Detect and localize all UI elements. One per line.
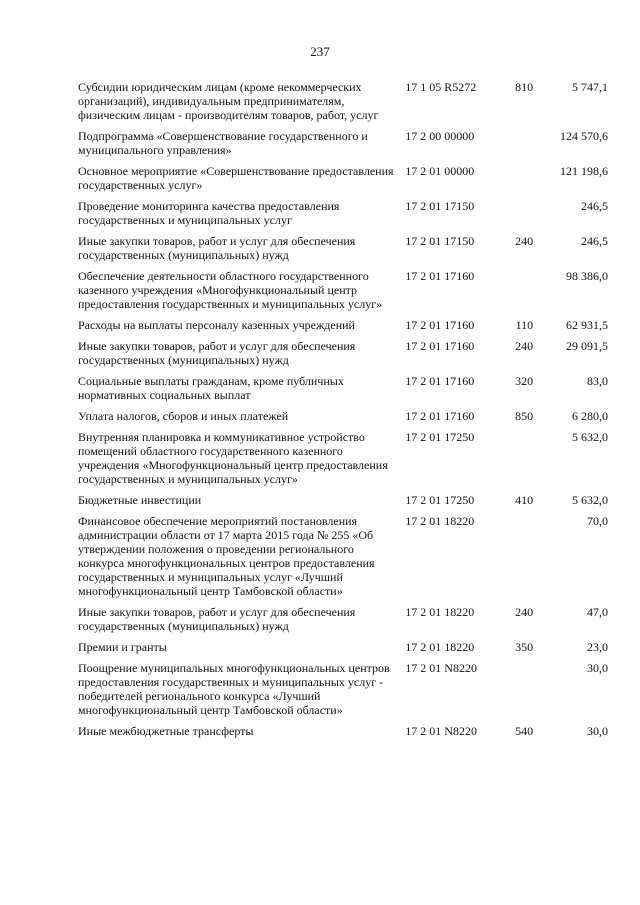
row-amount: 30,0 [587,724,608,738]
table-row [78,80,608,122]
row-amount: 70,0 [587,514,608,528]
row-spacer [78,157,608,164]
row-code: 17 2 01 17160 [405,374,475,388]
row-spacer [78,311,608,318]
row-spacer [78,192,608,199]
row-expense-type: 850 [515,409,534,423]
table-row [78,164,608,192]
row-code: 17 2 01 17160 [405,269,475,283]
row-amount: 29 091,5 [566,339,608,353]
table-row [78,430,608,486]
row-amount: 6 280,0 [572,409,608,423]
row-amount: 124 570,6 [560,129,608,143]
row-spacer [78,598,608,605]
row-amount: 5 747,1 [572,80,608,94]
table-row [78,514,608,598]
row-expense-type: 240 [515,605,534,619]
row-amount: 62 931,5 [566,318,608,332]
row-spacer [78,262,608,269]
row-spacer [78,654,608,661]
row-name: Субсидии юридическим лицам (кроме некоммерческих организаций), индивидуальным предпринимателям, физическим лицам - производителям товаров, работ, услуг [78,80,379,122]
row-code: 17 2 01 18220 [405,640,475,654]
table-row [78,374,608,402]
row-name: Социальные выплаты гражданам, кроме публичных нормативных социальных выплат [78,374,344,402]
row-name: Уплата налогов, сборов и иных платежей [78,409,289,423]
row-name: Бюджетные инвестиции [78,493,202,507]
row-spacer [78,402,608,409]
page-number: 237 [310,44,330,59]
table-row [78,605,608,633]
row-code: 17 2 00 00000 [405,129,475,143]
row-name: Премии и гранты [78,640,167,654]
row-expense-type [494,430,539,486]
row-expense-type [494,199,539,227]
row-name: Проведение мониторинга качества предоставления государственных и муниципальных услуг [78,199,340,227]
table-row [78,339,608,367]
row-code: 17 2 01 17160 [405,339,475,353]
budget-table [78,80,608,738]
row-spacer [78,486,608,493]
row-expense-type [494,129,539,157]
table-row [78,318,608,332]
table-row [78,640,608,654]
row-amount: 5 632,0 [572,493,608,507]
row-expense-type: 110 [515,318,534,332]
row-spacer [78,367,608,374]
row-code: 17 2 01 N8220 [405,661,477,675]
table-row [78,724,608,738]
row-name: Поощрение муниципальных многофункциональных центров предоставления государственных и муниципальных услуг - победителей регионального конкурса «Лучший многофункциональный центр Тамбовской области» [78,661,390,717]
row-amount: 83,0 [587,374,608,388]
table-row [78,234,608,262]
row-expense-type [494,514,539,598]
row-spacer [78,633,608,640]
row-name: Финансовое обеспечение мероприятий постановления администрации области от 17 марта 2015 года № 255 «Об утверждении положения о проведении регионального конкурса многофункциональных центров предоставления государственных и муниципальных услуг «Лучший многофункциональный центр Тамбовской области» [78,514,375,598]
table-row [78,661,608,717]
row-expense-type [494,269,539,311]
row-amount: 5 632,0 [572,430,608,444]
row-name: Иные закупки товаров, работ и услуг для обеспечения государственных (муниципальных) нужд [78,339,356,367]
row-code: 17 2 01 00000 [405,164,475,178]
row-spacer [78,227,608,234]
row-name: Расходы на выплаты персоналу казенных учреждений [78,318,355,332]
row-code: 17 2 01 N8220 [405,724,477,738]
row-spacer [78,122,608,129]
row-code: 17 2 01 17160 [405,409,475,423]
row-code: 17 2 01 17250 [405,493,475,507]
row-expense-type: 540 [515,724,534,738]
row-name: Основное мероприятие «Совершенствование предоставления государственных услуг» [78,164,394,192]
row-amount: 121 198,6 [560,164,608,178]
table-row [78,409,608,423]
row-code: 17 2 01 17150 [405,199,475,213]
row-spacer [78,423,608,430]
row-spacer [78,507,608,514]
row-expense-type [494,661,539,717]
row-spacer [78,717,608,724]
row-expense-type: 240 [515,234,534,248]
row-name: Подпрограмма «Совершенствование государственного и муниципального управления» [78,129,368,157]
table-row [78,269,608,311]
row-expense-type: 320 [515,374,534,388]
row-name: Обеспечение деятельности областного государственного казенного учреждения «Многофункциональный центр предоставления государственных и муниципальных услуг» [78,269,383,311]
row-amount: 246,5 [581,199,608,213]
budget-table-body [78,80,608,738]
row-amount: 98 386,0 [566,269,608,283]
table-row [78,199,608,227]
row-name: Иные закупки товаров, работ и услуг для обеспечения государственных (муниципальных) нужд [78,234,356,262]
row-name: Иные закупки товаров, работ и услуг для обеспечения государственных (муниципальных) нужд [78,605,356,633]
row-code: 17 2 01 17160 [405,318,475,332]
row-name: Внутренняя планировка и коммуникативное устройство помещений областного государственного казенного учреждения «Многофункциональный центр предоставления государственных и муниципальных услуг» [78,430,388,486]
row-amount: 23,0 [587,640,608,654]
row-spacer [78,332,608,339]
row-code: 17 2 01 18220 [405,514,475,528]
row-expense-type: 350 [515,640,534,654]
row-expense-type [494,164,539,192]
row-code: 17 1 05 R5272 [405,80,477,94]
row-code: 17 2 01 17250 [405,430,475,444]
table-row [78,493,608,507]
row-expense-type: 240 [515,339,534,353]
table-row [78,129,608,157]
row-expense-type: 410 [515,493,534,507]
row-amount: 47,0 [587,605,608,619]
row-amount: 246,5 [581,234,608,248]
row-amount: 30,0 [587,661,608,675]
row-code: 17 2 01 17150 [405,234,475,248]
row-name: Иные межбюджетные трансферты [78,724,254,738]
row-code: 17 2 01 18220 [405,605,475,619]
row-expense-type: 810 [515,80,534,94]
